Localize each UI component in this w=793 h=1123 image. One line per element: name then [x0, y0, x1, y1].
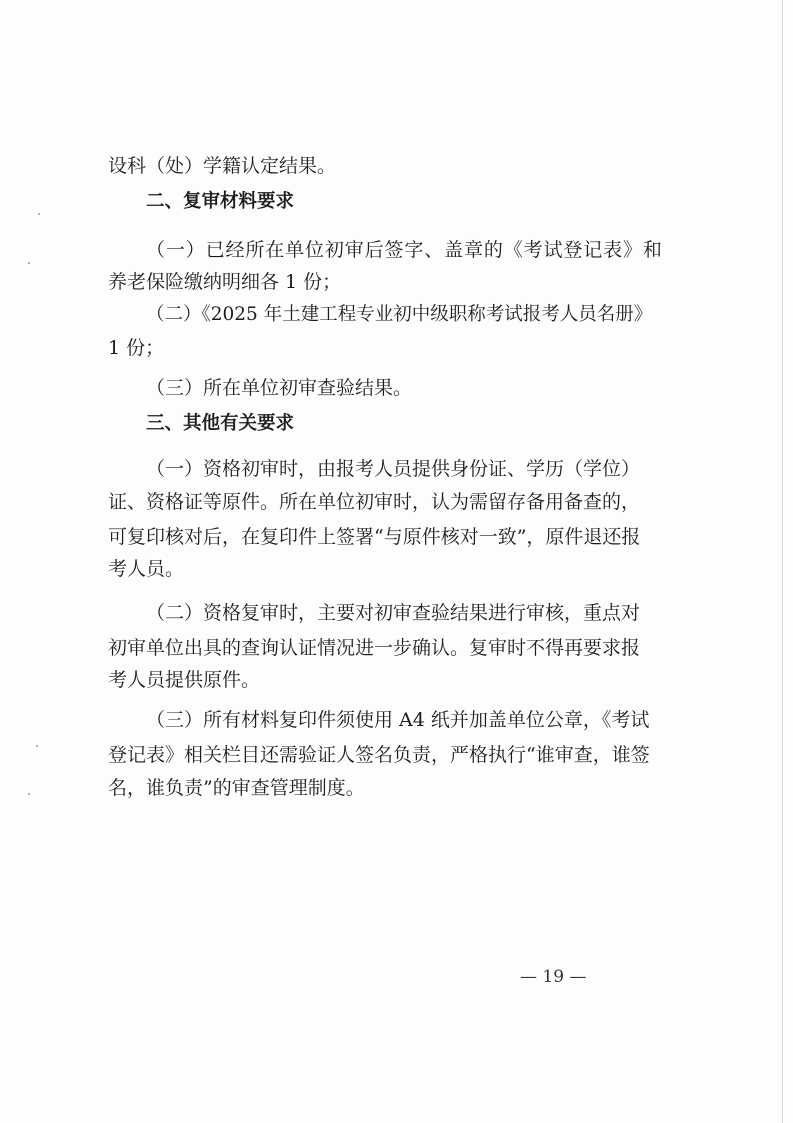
paragraph-line: （三）所在单位初审查验结果。: [146, 377, 413, 399]
paragraph-line: 初审单位出具的查询认证情况进一步确认。复审时不得再要求报: [108, 637, 641, 659]
paragraph-line: （一）资格初审时，由报考人员提供身份证、学历（学位）: [146, 458, 641, 480]
paragraph-line: 考人员提供原件。: [108, 669, 261, 691]
paragraph-line: （二）《2025 年土建工程专业初中级职称考试报考人员名册》: [146, 304, 653, 325]
paragraph-line: 可复印核对后，在复印件上签署“与原件核对一致”，原件退还报: [108, 526, 641, 548]
scan-edge-line: [782, 0, 783, 1123]
section-heading-review-materials: 二、复审材料要求: [146, 191, 295, 212]
paragraph-line: 1 份；: [108, 337, 165, 359]
paragraph-line: 设科（处）学籍认定结果。: [108, 155, 337, 177]
scan-speck: [36, 745, 38, 747]
paragraph-line: （三）所有材料复印件须使用 A4 纸并加盖单位公章，《考试: [146, 709, 650, 731]
scan-speck: [28, 262, 30, 264]
page-number: — 19 —: [520, 967, 587, 987]
paragraph-line: 养老保险缴纳明细各 1 份；: [108, 271, 342, 293]
paragraph-line: （ 一 ） 已 经 所 在 单 位 初 审 后 签 字 、 盖 章 的 《 考 试 登 记 表 》 和: [146, 239, 662, 261]
paragraph-line: 名，谁负责”的审查管理制度。: [108, 777, 365, 799]
section-heading-other-requirements: 三、其他有关要求: [146, 413, 295, 434]
paragraph-line: 证、资格证等原件。所在单位初审时，认为需留存备用备查的，: [108, 491, 641, 513]
paragraph-line: （二）资格复审时，主要对初审查验结果进行审核，重点对: [146, 602, 641, 624]
scan-speck: [38, 213, 40, 215]
scan-speck: [28, 793, 30, 795]
paragraph-line: 考人员。: [108, 558, 185, 580]
paragraph-line: 登记表》相关栏目还需验证人签名负责，严格执行“谁审查，谁签: [108, 744, 650, 766]
